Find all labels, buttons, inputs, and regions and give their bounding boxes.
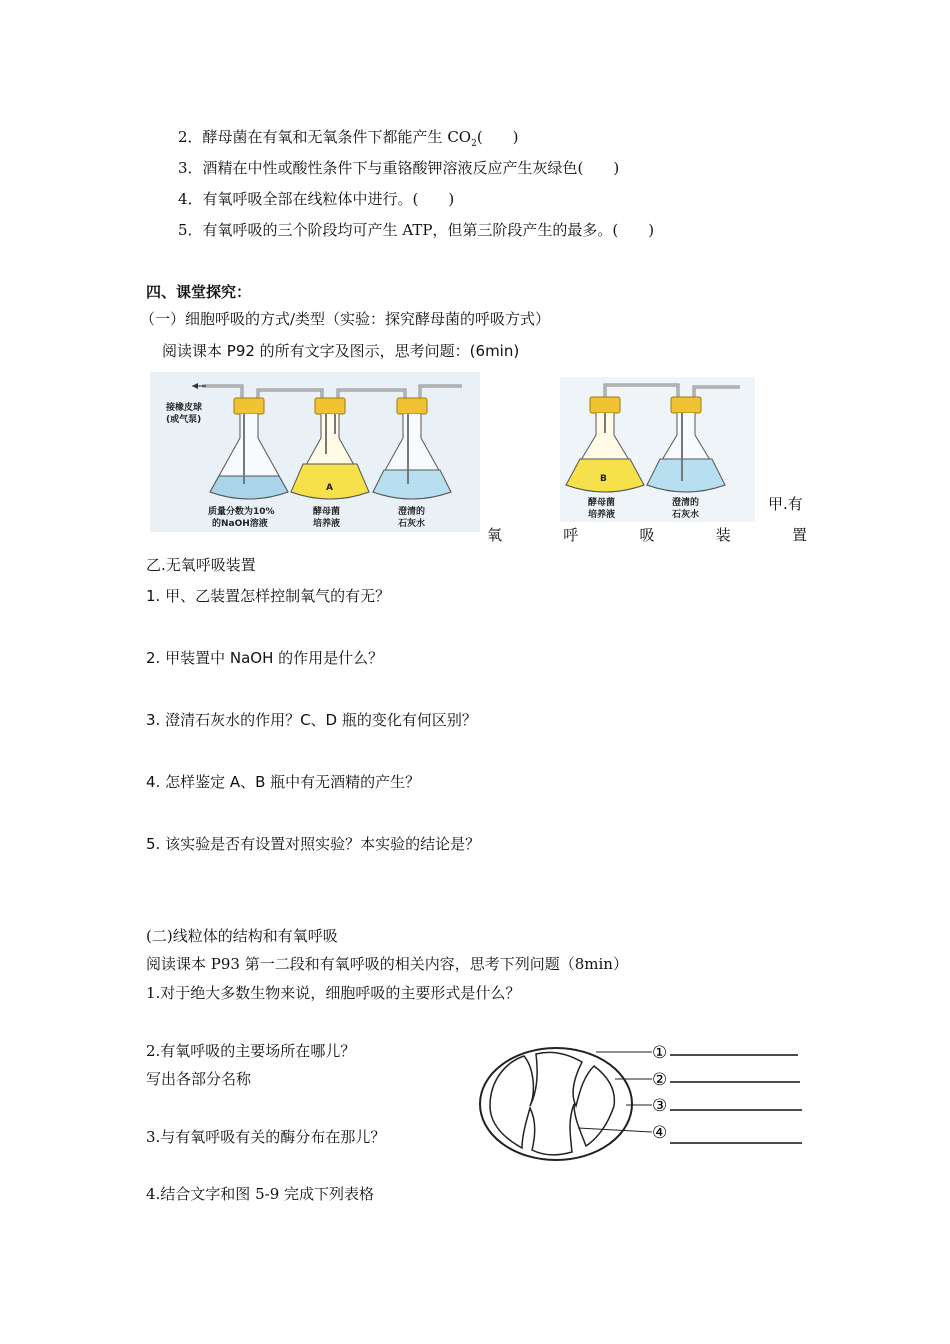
flask2-label-line2: 培养液	[313, 519, 341, 529]
flask1-label-line2: 的NaOH溶液	[212, 519, 268, 529]
flask4-letter: B	[600, 474, 607, 484]
question-4: 4. 怎样鉴定 A、B 瓶中有无酒精的产生？	[146, 773, 421, 791]
label-3: ③	[652, 1096, 668, 1116]
flask4-label-line2: 培养液	[588, 510, 616, 520]
flask5-label-line2: 石灰水	[672, 510, 700, 520]
flask3-label-line1: 澄清的	[398, 507, 426, 517]
caption-jia-spread: 氧 呼 吸 装 置	[487, 526, 807, 544]
label-2: ②	[652, 1070, 668, 1090]
question-5: 5. 该实验是否有设置对照实验？本实验的结论是？	[146, 835, 481, 853]
flask4-label-line1: 酵母菌	[588, 498, 616, 508]
pump-label-line1: 接橡皮球	[166, 403, 203, 413]
judgment-item-5: 5．有氧呼吸的三个阶段均可产生 ATP，但第三阶段产生的最多。( )	[178, 221, 655, 239]
label-1: ①	[652, 1043, 668, 1063]
flask2-letter: A	[326, 483, 333, 493]
judgment-item-2: 2．酵母菌在有氧和无氧条件下都能产生 $CO_2$( )	[178, 128, 519, 149]
reading-instruction-1: 阅读课本 P92 的所有文字及图示，思考问题：(6min)	[162, 342, 520, 360]
part2-reading: 阅读课本 P93 第一二段和有氧呼吸的相关内容，思考下列问题（8min）	[146, 955, 628, 973]
flask2-label-line1: 酵母菌	[313, 507, 341, 517]
flask1-label-line1: 质量分数为10%	[208, 507, 275, 517]
aerobic-apparatus-figure	[150, 372, 480, 532]
flask5-label-line1: 澄清的	[672, 498, 700, 508]
part2-question-3: 3.与有氧呼吸有关的酶分布在那儿？	[146, 1128, 386, 1146]
caption-jia-prefix: 甲.有	[768, 495, 803, 513]
part2-title: (二)线粒体的结构和有氧呼吸	[146, 927, 338, 945]
question-3: 3. 澄清石灰水的作用？C、D 瓶的变化有何区别？	[146, 711, 477, 729]
mitochondrion-diagram	[476, 1034, 816, 1166]
pump-label-line2: (或气泵)	[166, 415, 202, 425]
judgment-item-3: 3．酒精在中性或酸性条件下与重铬酸钾溶液反应产生灰绿色( )	[178, 159, 620, 177]
part2-question-2: 2.有氧呼吸的主要场所在哪儿？	[146, 1042, 356, 1060]
judgment-item-4: 4．有氧呼吸全部在线粒体中进行。( )	[178, 190, 455, 208]
part2-question-2b: 写出各部分名称	[146, 1070, 252, 1088]
part2-question-4: 4.结合文字和图 5-9 完成下列表格	[146, 1185, 375, 1203]
section-heading: 四、课堂探究：	[146, 283, 252, 301]
label-4: ④	[652, 1123, 668, 1143]
part2-question-1: 1.对于绝大多数生物来说，细胞呼吸的主要形式是什么？	[146, 984, 521, 1002]
outer-membrane	[480, 1048, 632, 1160]
caption-yi: 乙.无氧呼吸装置	[146, 556, 256, 574]
question-2: 2. 甲装置中 NaOH 的作用是什么？	[146, 649, 384, 667]
question-1: 1. 甲、乙装置怎样控制氧气的有无？	[146, 587, 391, 605]
part1-title: （一）细胞呼吸的方式/类型（实验：探究酵母菌的呼吸方式）	[140, 310, 551, 328]
anaerobic-apparatus-figure	[560, 377, 755, 522]
flask3-label-line2: 石灰水	[398, 519, 426, 529]
